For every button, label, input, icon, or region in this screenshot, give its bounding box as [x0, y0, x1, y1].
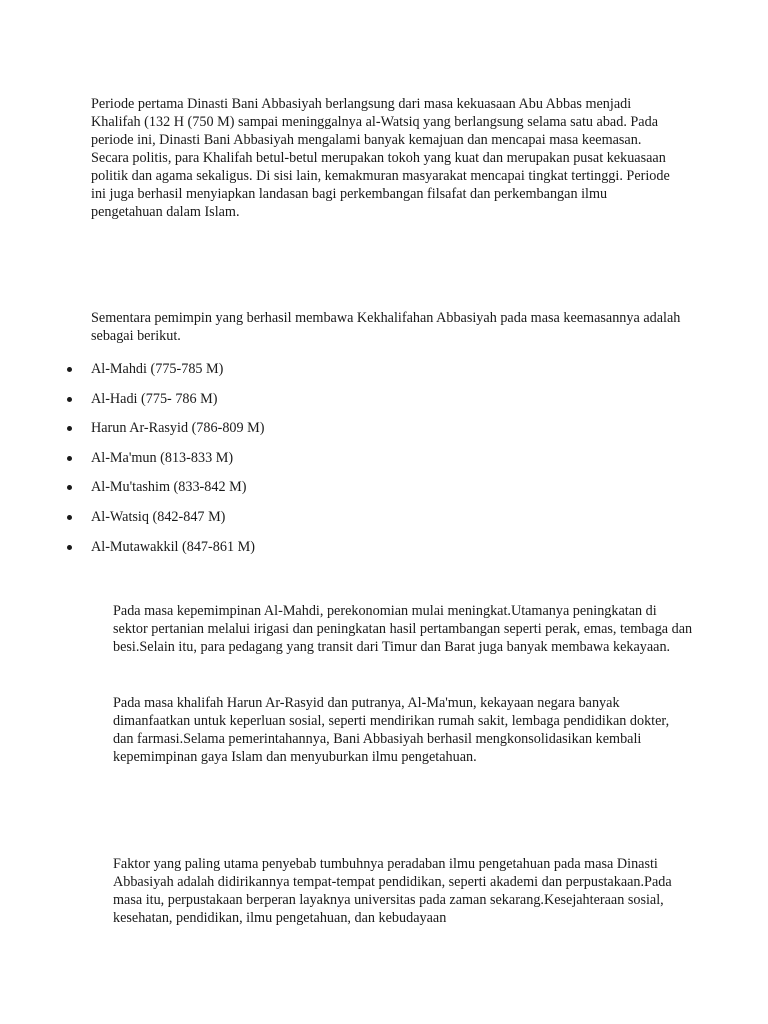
list-item-text: Al-Mu'tashim (833-842 M) [91, 479, 247, 496]
list-item-text: Al-Mahdi (775-785 M) [91, 361, 224, 377]
intro-paragraph: Periode pertama Dinasti Bani Abbasiyah berlangsung dari masa kekuasaan Abu Abbas menjadi Khalifah (132 H (750 M) sampai meninggalnya al-Watsiq yang berlangsung selama satu abad. Pada periode ini, Dinasti Bani Abbasiyah mengalami banyak kemajuan dan mencapai masa keemasan. Secara politis, para Khalifah betul-betul merupakan tokoh yang kuat dan merupakan pusat kekuasaan politik dan agama sekaligus. Di sisi lain, kemakmuran masyarakat mencapai tingkat tertinggi. Periode ini juga berhasil menyiapkan landasan bagi perkembangan filsafat dan perkembangan ilmu pengetahuan dalam Islam. [91, 96, 670, 220]
list-item-text: Harun Ar-Rasyid (786-809 M) [91, 420, 265, 437]
list-item [0, 478, 264, 508]
bullet-icon [67, 545, 72, 550]
harun-ar-rasyid-paragraph: Pada masa khalifah Harun Ar-Rasyid dan putranya, Al-Ma'mun, kekayaan negara banyak dimanfaatkan untuk keperluan sosial, seperti mendirikan rumah sakit, lembaga pendidikan dokter, dan farmasi.Selama pemerintahannya, Bani Abbasiyah berhasil mengkonsolidasikan kembali kepemimpinan gaya Islam dan menyuburkan ilmu pengetahuan. [113, 695, 670, 765]
list-item [0, 449, 264, 479]
list-item-text: Al-Hadi (775- 786 M) [91, 390, 218, 407]
list-item-text: Al-Watsiq (842-847 M) [91, 508, 226, 525]
list-item [0, 508, 264, 538]
leaders-list [0, 360, 264, 567]
bullet-icon [67, 515, 72, 520]
list-item [0, 538, 264, 568]
bullet-icon [67, 456, 72, 461]
bullet-icon [67, 367, 72, 372]
list-item [0, 390, 264, 420]
list-item-text: Al-Ma'mun (813-833 M) [91, 449, 234, 466]
bullet-icon [67, 485, 72, 490]
bullet-icon [67, 397, 72, 402]
list-item [0, 419, 264, 449]
list-item-text: Al-Mutawakkil (847-861 M) [91, 538, 255, 555]
list-item [0, 360, 264, 390]
bullet-icon [67, 426, 72, 431]
leaders-intro-paragraph: Sementara pemimpin yang berhasil membawa Kekhalifahan Abbasiyah pada masa keemasannya adalah sebagai berikut. [91, 310, 681, 344]
faktor-paragraph: Faktor yang paling utama penyebab tumbuhnya peradaban ilmu pengetahuan pada masa Dinasti Abbasiyah adalah didirikannya tempat-tempat pendidikan, seperti akademi dan perpustakaan.Pada masa itu, perpustakaan berperan layaknya universitas pada zaman sekarang.Kesejahteraan sosial, kesehatan, pendidikan, ilmu pengetahuan, dan kebudayaan [113, 856, 672, 926]
al-mahdi-paragraph: Pada masa kepemimpinan Al-Mahdi, perekonomian mulai meningkat.Utamanya peningkatan di sektor pertanian melalui irigasi dan peningkatan hasil pertambangan seperti perak, emas, tembaga dan besi.Selain itu, para pedagang yang transit dari Timur dan Barat juga banyak membawa kekayaan. [113, 603, 693, 655]
